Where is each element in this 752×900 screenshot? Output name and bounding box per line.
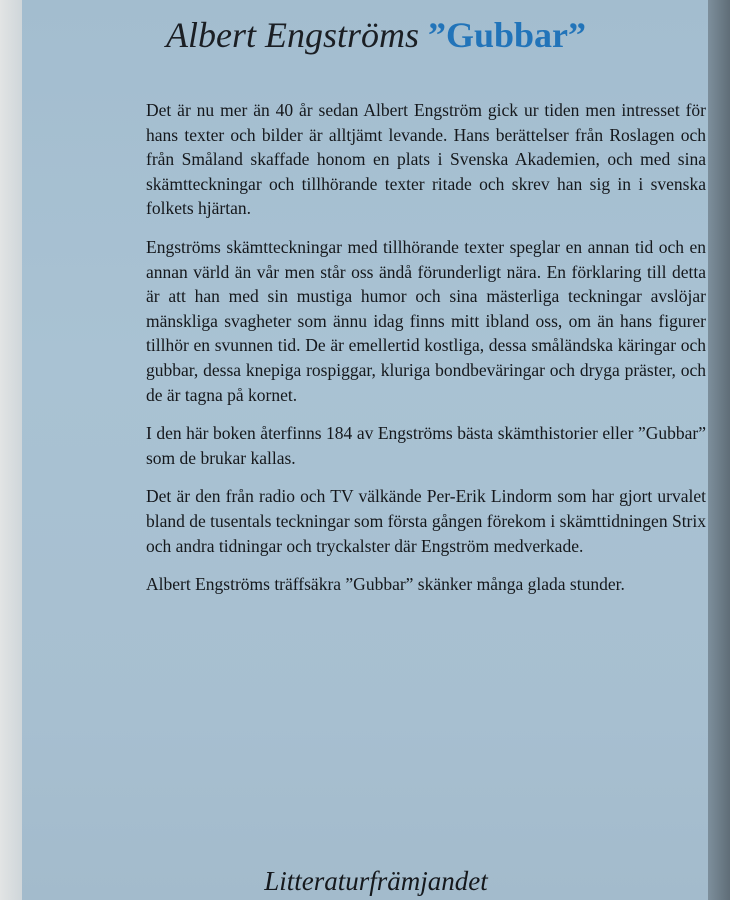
- title-work: ”Gubbar”: [427, 15, 587, 55]
- blurb-paragraph-3: I den här boken återfinns 184 av Engströms bästa skämthistorier eller ”Gubbar” som de brukar kallas.: [146, 423, 706, 468]
- title-author: Albert Engströms: [165, 15, 419, 55]
- cover-title: [22, 14, 730, 56]
- blurb-paragraph-5: Albert Engströms träffsäkra ”Gubbar” skänker många glada stunder.: [146, 574, 625, 595]
- page-left-edge: [0, 0, 22, 900]
- blurb-paragraph-2: Engströms skämtteckningar med tillhörande texter speglar en annan tid och en annan värld än vår men står oss ändå förunderligt nära. En förklaring till detta är att han med sin mustiga humor och sina mästerliga teckningar avslöjar mänskliga svagheter som ännu idag finns mitt ibland oss, om än hans figurer tillhör en svunnen tid. De är emellertid kostliga, dessa småländska käringar och gubbar, dessa knepiga rospiggar, kluriga bondbeväringar och dryga präster, och de är tagna på kornet.: [146, 236, 706, 405]
- book-back-cover: [22, 0, 730, 900]
- publisher-name: Litteraturfrämjandet: [264, 866, 488, 896]
- blurb-text: [146, 98, 706, 611]
- spine-edge: [708, 0, 730, 900]
- blurb-paragraph-1: Det är nu mer än 40 år sedan Albert Engström gick ur tiden men intresset för hans texter och bilder är alltjämt levande. Hans berättelser från Roslagen och från Småland skaffade honom en plats i Svenska Akademien, och med sina skämtteckningar och tillhörande texter ritade och skrev han sig in i svenska folkets hjärtan.: [146, 100, 706, 219]
- blurb-paragraph-4: Det är den från radio och TV välkände Per-Erik Lindorm som har gjort urvalet bland de tusentals teckningar som första gången förekom i skämttidningen Strix och andra tidningar och tryckalster där Engström medverkade.: [146, 486, 706, 556]
